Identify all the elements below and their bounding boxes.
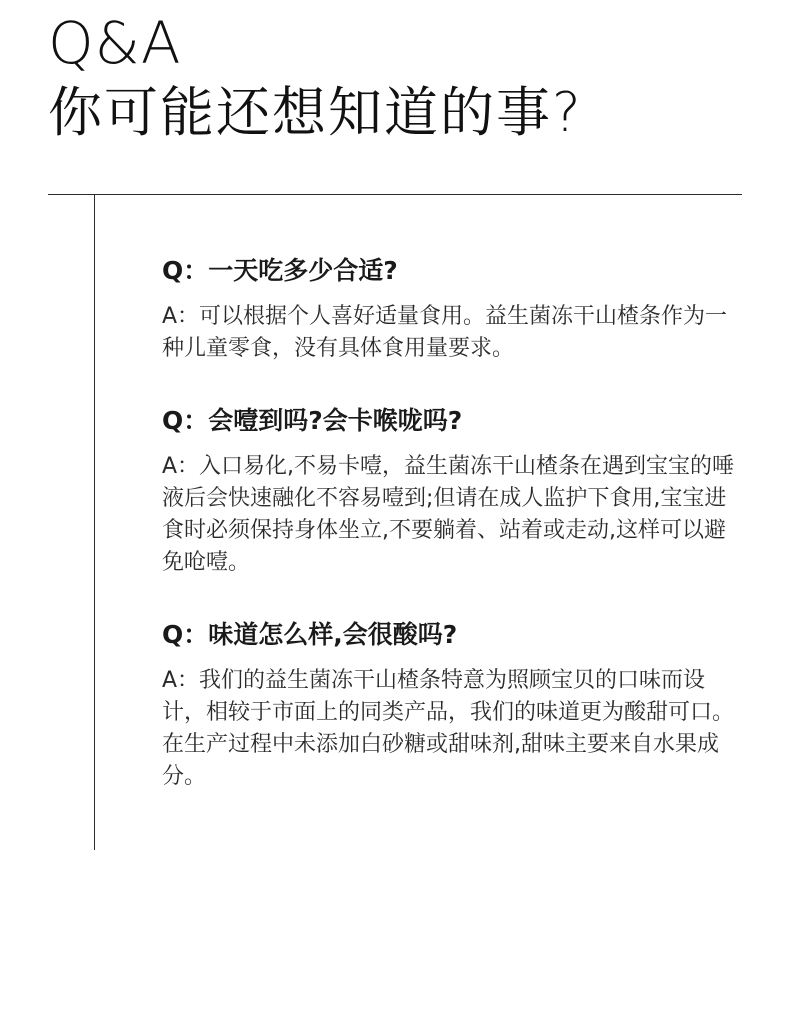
faq-answer: A：可以根据个人喜好适量食用。益生菌冻干山楂条作为一种儿童零食，没有具体食用量要求。 xyxy=(162,304,728,361)
horizontal-divider xyxy=(48,194,742,195)
faq-item xyxy=(162,251,747,365)
faq-answer: A：入口易化,不易卡噎，益生菌冻干山楂条在遇到宝宝的唾液后会快速融化不容易噎到;但请在成人监护下食用,宝宝进食时必须保持身体坐立,不要躺着、站着或走动,这样可以避免呛噎。 xyxy=(162,454,735,575)
faq-question: Q：味道怎么样,会很酸吗? xyxy=(162,620,458,649)
page-title: Q&A xyxy=(48,9,182,77)
faq-item xyxy=(162,615,747,793)
faq-list xyxy=(162,251,747,829)
faq-item xyxy=(162,401,747,579)
vertical-divider xyxy=(94,194,95,850)
faq-question: Q：会噎到吗?会卡喉咙吗? xyxy=(162,406,463,435)
faq-question: Q：一天吃多少合适? xyxy=(162,256,398,285)
page-header xyxy=(48,10,583,148)
faq-answer: A：我们的益生菌冻干山楂条特意为照顾宝贝的口味而设计，相较于市面上的同类产品，我们的味道更为酸甜可口。在生产过程中未添加白砂糖或甜味剂,甜味主要来自水果成分。 xyxy=(162,668,735,789)
page-subtitle: 你可能还想知道的事? xyxy=(48,81,583,144)
